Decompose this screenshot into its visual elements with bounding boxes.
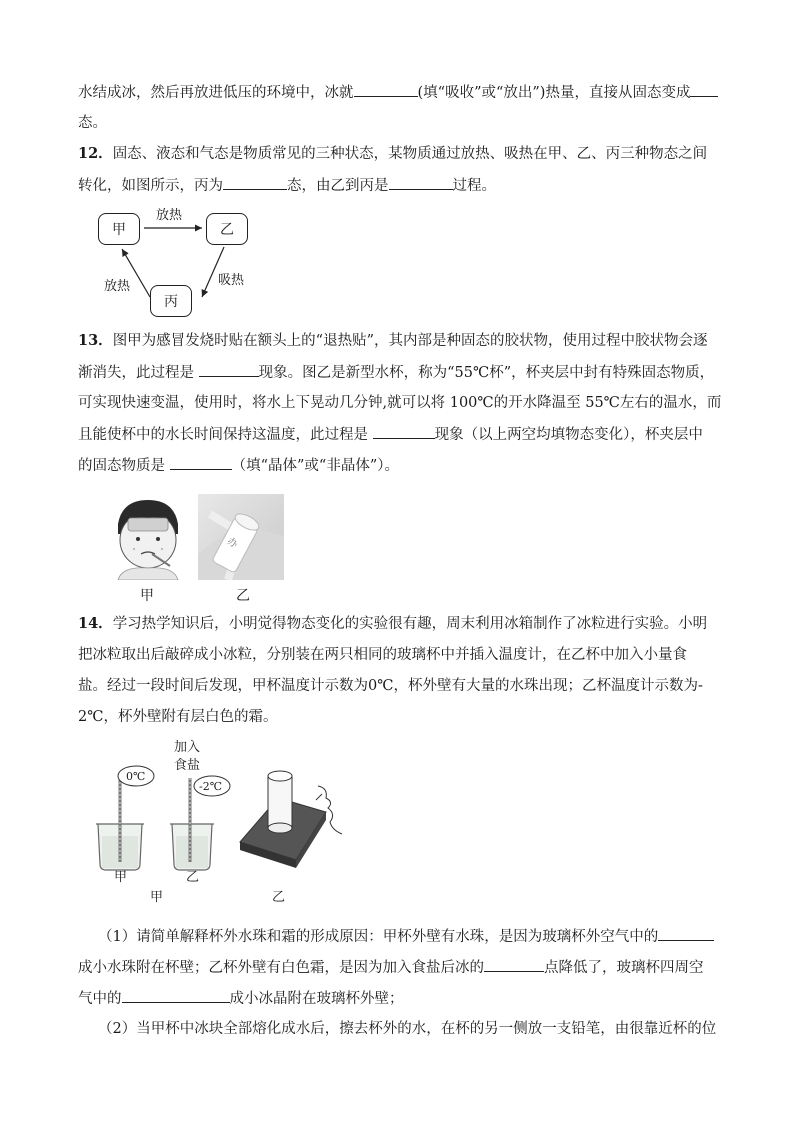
q13-text-2a: 渐消失，此过程是 [78, 365, 199, 381]
q11-blank-1[interactable] [354, 82, 418, 97]
q13-caption-b: 乙 [236, 588, 250, 604]
q11-text-b: (填“吸收”或“放出”)热量，直接从固态变成 [417, 85, 691, 101]
beaker-a-icon [96, 778, 144, 870]
q14-number: 14． [78, 615, 113, 632]
q13-line-3 [78, 393, 721, 413]
q12-line-2 [78, 175, 496, 196]
label-b-to-c: 吸热 [218, 273, 245, 288]
q14-sub1-line-2 [78, 957, 704, 978]
diagram-node-b: 乙 [206, 213, 248, 245]
q14-caption-a: 甲 [150, 890, 164, 905]
cup-mark: 办 [225, 536, 240, 551]
q14-text-2: 把冰粒取出后敲碎成小冰粒，分别装在两只相同的玻璃杯中并插入温度计，在乙杯中加入小量食 [78, 647, 687, 663]
q14-sub1-text-3b: 成小冰晶附在玻璃杯外壁； [229, 991, 404, 1007]
q14-sub1-line-1 [98, 926, 714, 947]
q13-caption-a: 甲 [140, 588, 154, 604]
q13-text-5a: 的固态物质是 [78, 458, 170, 474]
q13-number: 13． [78, 332, 113, 349]
q13-line-5 [78, 455, 399, 476]
q14-sub1-text-2b: 点降低了，玻璃杯四周空 [544, 960, 704, 976]
q14-text-3: 盐。经过一段时间后发现，甲杯温度计示数为0℃，杯外壁有大量的水珠出现；乙杯温度计示数为- [78, 678, 703, 694]
label-a-to-b: 放热 [156, 208, 183, 223]
q13-line-1 [78, 331, 708, 351]
q11-text-c: 态。 [78, 115, 107, 131]
q11-blank-2[interactable] [690, 82, 718, 97]
q12-text-2a: 转化，如图所示，丙为 [78, 178, 223, 194]
q13-blank-3[interactable] [170, 455, 232, 470]
q13-image-a [104, 494, 190, 580]
q12-text-2c: 过程。 [452, 178, 496, 194]
beaker-a-label: 甲 [114, 870, 128, 885]
q14-line-2 [78, 645, 687, 665]
q14-blank-3[interactable] [122, 988, 230, 1003]
temp-reading-a: 0℃ [126, 770, 146, 783]
q13-text-3: 可实现快速变温，使用时，将水上下晃动几分钟,就可以将 100℃的开水降温至 55℃左右的温水，而 [78, 395, 722, 411]
q11-line-1 [78, 82, 718, 103]
q14-line-3 [78, 676, 703, 696]
q13-image-b [198, 494, 284, 580]
q14-sub2-text-1: （2）当甲杯中冰块全部熔化成水后，擦去杯外的水，在杯的另一侧放一支铅笔，由很靠近杯的位 [98, 1021, 717, 1037]
q13-text-1: 图甲为感冒发烧时贴在额头上的“退热贴”，其内部是种固态的胶状物，使用过程中胶状物会逐 [112, 333, 708, 349]
q12-number: 12． [78, 145, 113, 162]
arrow-b-to-c [202, 247, 224, 297]
beaker-b-label: 乙 [186, 870, 200, 885]
q11-text-a: 水结成冰，然后再放进低压的环境中，冰就 [78, 85, 354, 101]
fever-patch-boy-icon [104, 494, 190, 580]
add-salt-label-1: 加入 [174, 740, 201, 755]
q14-sub2-line-1 [98, 1019, 716, 1039]
q14-sub1-text-3a: 气中的 [78, 991, 122, 1007]
diagram-node-a: 甲 [98, 213, 140, 245]
q14-caption-b: 乙 [272, 890, 286, 905]
q14-text-1: 学习热学知识后，小明觉得物态变化的实验很有趣，周末利用冰箱制作了冰粒进行实验。小明 [112, 616, 708, 632]
diagram-arrows [90, 205, 290, 320]
q14-sub1-text-2a: 成小水珠附在杯壁；乙杯外壁有白色霜，是因为加入食盐后冰的 [78, 960, 484, 976]
q14-figure [90, 738, 370, 908]
q13-text-4a: 且能使杯中的水长时间保持这温度，此过程是 [78, 427, 373, 443]
add-salt-label-2: 食盐 [174, 758, 201, 773]
q14-sub1-text-1: （1）请简单解释杯外水珠和霜的形成原因：甲杯外壁有水珠，是因为玻璃杯外空气中的 [98, 929, 659, 945]
temp-reading-b: -2℃ [199, 780, 223, 793]
q13-text-4b: 现象（以上两空均填物态变化），杯夹层中 [434, 427, 703, 443]
state-change-diagram [90, 205, 290, 315]
q12-text-1: 固态、液态和气态是物质常见的三种状态，某物质通过放热、吸热在甲、乙、丙三种物态之间 [112, 146, 708, 162]
q14-sub1-line-3 [78, 988, 404, 1009]
q13-line-4 [78, 424, 703, 445]
q14-text-4: 2℃，杯外壁附有层白色的霜。 [78, 709, 278, 725]
glass-on-board-icon [240, 771, 326, 868]
q11-line-2 [78, 113, 107, 133]
q14-blank-1[interactable] [658, 926, 714, 941]
q14-blank-2[interactable] [484, 957, 544, 972]
q14-line-1 [78, 614, 707, 634]
q13-line-2 [78, 362, 714, 383]
q13-blank-1[interactable] [199, 362, 259, 377]
q13-text-2b: 现象。图乙是新型水杯，称为“55℃杯”，杯夹层中封有特殊固态物质， [258, 365, 715, 381]
diagram-node-c: 丙 [150, 285, 192, 317]
q13-blank-2[interactable] [373, 424, 435, 439]
q12-blank-1[interactable] [223, 175, 287, 190]
label-c-to-a: 放热 [104, 279, 131, 294]
q14-line-4 [78, 707, 277, 727]
q13-text-5b: （填“晶体”或“非晶体”）。 [231, 458, 400, 474]
q12-blank-2[interactable] [389, 175, 453, 190]
q12-text-2b: 态，由乙到丙是 [287, 178, 389, 194]
q12-line-1 [78, 144, 707, 164]
experiment-svg [90, 738, 370, 908]
